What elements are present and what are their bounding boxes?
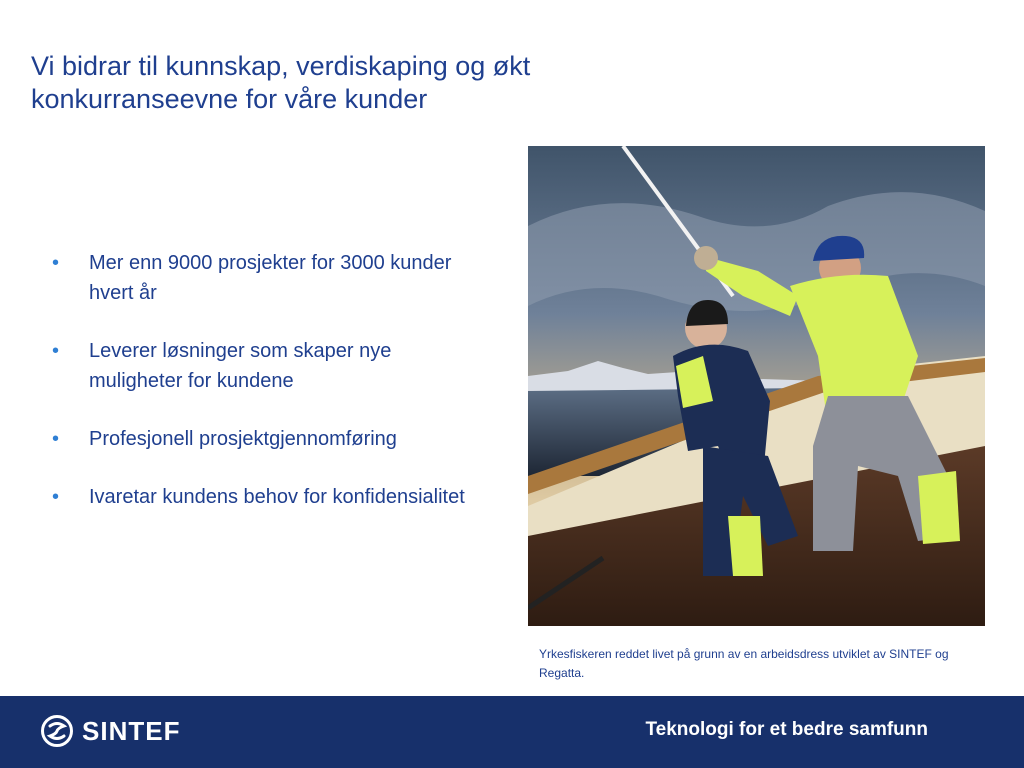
slide-title-line-1: Vi bidrar til kunnskap, verdiskaping og økt: [31, 51, 531, 81]
photo-caption: Yrkesfiskeren reddet livet på grunn av en arbeidsdress utviklet av SINTEF og Regatta.: [539, 647, 949, 680]
footer-tagline: Teknologi for et bedre samfunn: [645, 719, 928, 740]
bullet-marker: •: [52, 428, 60, 450]
sintef-logo: [40, 714, 180, 748]
bullet-item-projects: [52, 248, 472, 308]
fisherman-right-boot: [918, 471, 960, 544]
bullet-text: Leverer løsninger som skaper nye muligheter for kundene: [89, 340, 392, 392]
slide-title-line-2: konkurranseevne for våre kunder: [31, 84, 428, 114]
bullet-item-solutions: [52, 336, 472, 396]
fishermen-illustration: [528, 146, 985, 626]
sintef-logo-icon: [40, 714, 74, 748]
sintef-logo-text: SINTEF: [82, 716, 181, 746]
bullet-text: Profesjonell prosjektgjennomføring: [89, 428, 397, 450]
bullet-item-confidentiality: [52, 482, 472, 512]
bullet-text: Ivaretar kundens behov for konfidensialitet: [89, 486, 465, 508]
footer-bar: [0, 696, 1024, 768]
bullet-marker: •: [52, 486, 60, 508]
fisherman-left-boot: [728, 516, 763, 576]
bullet-text: Mer enn 9000 prosjekter for 3000 kunder hvert år: [89, 252, 452, 304]
bullet-marker: •: [52, 252, 60, 274]
bullet-marker: •: [52, 340, 60, 362]
fisherman-right-glove: [694, 246, 718, 270]
bullet-item-project-execution: [52, 424, 472, 454]
bullet-list: [52, 248, 472, 540]
slide-title: [31, 50, 731, 116]
fishermen-photo: [528, 146, 985, 626]
